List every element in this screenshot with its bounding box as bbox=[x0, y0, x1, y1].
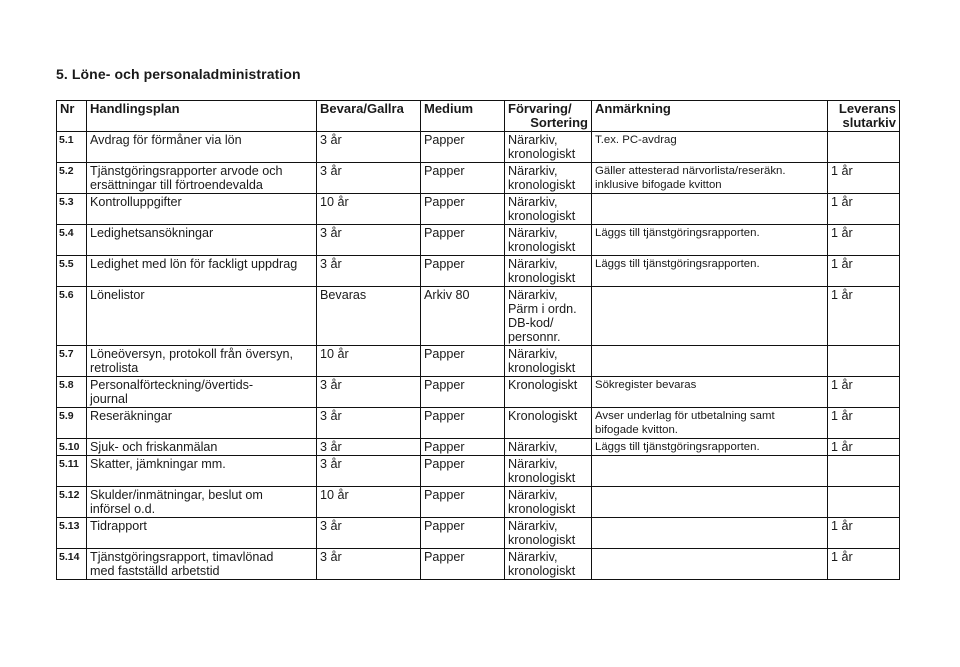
row-forvaring-line: Närarkiv, bbox=[508, 164, 558, 178]
row-forvaring bbox=[505, 439, 592, 456]
table-row bbox=[57, 377, 900, 408]
row-forvaring bbox=[505, 287, 592, 346]
row-anmarkning-line: Läggs till tjänstgöringsrapporten. bbox=[595, 227, 760, 239]
row-forvaring-line: Närarkiv, bbox=[508, 519, 558, 533]
row-leverans bbox=[828, 132, 900, 163]
row-forvaring bbox=[505, 346, 592, 377]
row-medium: Papper bbox=[421, 194, 505, 225]
row-anmarkning bbox=[592, 439, 828, 456]
row-forvaring-line: Kronologiskt bbox=[508, 378, 578, 392]
table-row bbox=[57, 408, 900, 439]
row-medium: Papper bbox=[421, 163, 505, 194]
row-anmarkning-line: bifogade kvitton. bbox=[595, 424, 678, 436]
row-anmarkning-line: Sökregister bevaras bbox=[595, 379, 697, 391]
header-handlingsplan: Handlingsplan bbox=[87, 101, 317, 132]
row-handlingsplan-line: Reseräkningar bbox=[90, 409, 172, 423]
row-forvaring-line: DB-kod/ bbox=[508, 316, 554, 330]
row-leverans: 1 år bbox=[828, 225, 900, 256]
row-anmarkning bbox=[592, 549, 828, 580]
row-bevara-gallra: 10 år bbox=[317, 346, 421, 377]
header-leverans bbox=[828, 101, 900, 132]
table-row bbox=[57, 225, 900, 256]
header-anmarkning: Anmärkning bbox=[592, 101, 828, 132]
row-forvaring-line: Närarkiv, bbox=[508, 457, 558, 471]
row-handlingsplan-line: Lönelistor bbox=[90, 288, 145, 302]
header-leverans-line1: Leverans bbox=[838, 101, 896, 116]
row-anmarkning bbox=[592, 408, 828, 439]
row-leverans bbox=[828, 346, 900, 377]
row-nr: 5.4 bbox=[57, 225, 87, 256]
row-anmarkning bbox=[592, 256, 828, 287]
row-medium: Arkiv 80 bbox=[421, 287, 505, 346]
table-row bbox=[57, 487, 900, 518]
row-forvaring-line: Närarkiv, bbox=[508, 488, 558, 502]
row-handlingsplan bbox=[87, 346, 317, 377]
row-nr: 5.12 bbox=[57, 487, 87, 518]
row-leverans: 1 år bbox=[828, 163, 900, 194]
row-bevara-gallra: 3 år bbox=[317, 518, 421, 549]
row-forvaring-line: kronologiskt bbox=[508, 564, 576, 578]
row-medium: Papper bbox=[421, 346, 505, 377]
row-anmarkning-line: Gäller attesterad närvorlista/reseräkn. bbox=[595, 165, 786, 177]
row-handlingsplan-line: Sjuk- och friskanmälan bbox=[90, 440, 218, 454]
header-forvaring bbox=[505, 101, 592, 132]
header-leverans-line2: slutarkiv bbox=[842, 115, 896, 130]
row-handlingsplan-line: införsel o.d. bbox=[90, 502, 156, 516]
row-nr: 5.3 bbox=[57, 194, 87, 225]
row-forvaring-line: Pärm i ordn. bbox=[508, 302, 577, 316]
row-handlingsplan-line: Löneöversyn, protokoll från översyn, bbox=[90, 347, 294, 361]
row-medium: Papper bbox=[421, 518, 505, 549]
row-anmarkning-line: Avser underlag för utbetalning samt bbox=[595, 410, 775, 422]
row-leverans: 1 år bbox=[828, 377, 900, 408]
row-handlingsplan-line: Avdrag för förmåner via lön bbox=[90, 133, 242, 147]
header-nr: Nr bbox=[57, 101, 87, 132]
row-handlingsplan bbox=[87, 132, 317, 163]
row-handlingsplan bbox=[87, 456, 317, 487]
row-handlingsplan-line: journal bbox=[90, 392, 128, 406]
row-handlingsplan-line: Tjänstgöringsrapport, timavlönad bbox=[90, 550, 274, 564]
row-forvaring bbox=[505, 132, 592, 163]
row-forvaring-line: Närarkiv, bbox=[508, 288, 558, 302]
row-leverans: 1 år bbox=[828, 194, 900, 225]
row-nr: 5.14 bbox=[57, 549, 87, 580]
row-medium: Papper bbox=[421, 225, 505, 256]
row-forvaring-line: Närarkiv, bbox=[508, 347, 558, 361]
row-handlingsplan-line: Skatter, jämkningar mm. bbox=[90, 457, 226, 471]
row-forvaring-line: Närarkiv, bbox=[508, 550, 558, 564]
row-nr: 5.1 bbox=[57, 132, 87, 163]
row-leverans: 1 år bbox=[828, 287, 900, 346]
row-anmarkning bbox=[592, 225, 828, 256]
row-forvaring bbox=[505, 549, 592, 580]
row-handlingsplan-line: Skulder/inmätningar, beslut om bbox=[90, 488, 263, 502]
row-bevara-gallra: 3 år bbox=[317, 408, 421, 439]
table-header-row bbox=[57, 101, 900, 132]
row-forvaring-line: kronologiskt bbox=[508, 240, 576, 254]
row-nr: 5.2 bbox=[57, 163, 87, 194]
page-title: 5. Löne- och personaladministration bbox=[56, 66, 301, 82]
row-forvaring-line: kronologiskt bbox=[508, 178, 576, 192]
row-leverans bbox=[828, 456, 900, 487]
row-handlingsplan-line: Tidrapport bbox=[90, 519, 147, 533]
row-forvaring-line: personnr. bbox=[508, 330, 561, 344]
row-anmarkning bbox=[592, 194, 828, 225]
row-handlingsplan bbox=[87, 408, 317, 439]
row-medium: Papper bbox=[421, 132, 505, 163]
row-leverans bbox=[828, 487, 900, 518]
table-row bbox=[57, 549, 900, 580]
row-forvaring-line: kronologiskt bbox=[508, 361, 576, 375]
row-nr: 5.9 bbox=[57, 408, 87, 439]
row-nr: 5.5 bbox=[57, 256, 87, 287]
row-anmarkning bbox=[592, 132, 828, 163]
row-anmarkning-line: T.ex. PC-avdrag bbox=[595, 134, 677, 146]
row-forvaring-line: Närarkiv, bbox=[508, 133, 558, 147]
table-row bbox=[57, 439, 900, 456]
row-forvaring-line: Närarkiv, bbox=[508, 440, 558, 454]
row-medium: Papper bbox=[421, 549, 505, 580]
table-row bbox=[57, 256, 900, 287]
row-bevara-gallra: Bevaras bbox=[317, 287, 421, 346]
row-nr: 5.6 bbox=[57, 287, 87, 346]
row-bevara-gallra: 3 år bbox=[317, 163, 421, 194]
row-bevara-gallra: 3 år bbox=[317, 256, 421, 287]
row-anmarkning bbox=[592, 287, 828, 346]
row-handlingsplan bbox=[87, 377, 317, 408]
row-forvaring bbox=[505, 256, 592, 287]
row-nr: 5.11 bbox=[57, 456, 87, 487]
row-handlingsplan bbox=[87, 194, 317, 225]
row-forvaring-line: Närarkiv, bbox=[508, 226, 558, 240]
row-bevara-gallra: 10 år bbox=[317, 487, 421, 518]
row-handlingsplan-line: ersättningar till förtroendevalda bbox=[90, 178, 263, 192]
row-bevara-gallra: 3 år bbox=[317, 132, 421, 163]
row-handlingsplan bbox=[87, 439, 317, 456]
row-anmarkning bbox=[592, 346, 828, 377]
row-handlingsplan bbox=[87, 518, 317, 549]
row-anmarkning bbox=[592, 163, 828, 194]
row-leverans: 1 år bbox=[828, 408, 900, 439]
row-bevara-gallra: 3 år bbox=[317, 549, 421, 580]
row-forvaring-line: kronologiskt bbox=[508, 502, 576, 516]
row-forvaring-line: kronologiskt bbox=[508, 209, 576, 223]
row-anmarkning-line: Läggs till tjänstgöringsrapporten. bbox=[595, 258, 760, 270]
row-bevara-gallra: 3 år bbox=[317, 456, 421, 487]
row-handlingsplan-line: Ledighetsansökningar bbox=[90, 226, 214, 240]
row-bevara-gallra: 3 år bbox=[317, 377, 421, 408]
row-nr: 5.13 bbox=[57, 518, 87, 549]
header-bevara-gallra: Bevara/Gallra bbox=[317, 101, 421, 132]
row-anmarkning-line: inklusive bifogade kvitton bbox=[595, 179, 722, 191]
row-bevara-gallra: 3 år bbox=[317, 225, 421, 256]
row-nr: 5.8 bbox=[57, 377, 87, 408]
header-forvaring-line2: Sortering bbox=[530, 115, 588, 130]
row-handlingsplan-line: retrolista bbox=[90, 361, 139, 375]
row-handlingsplan-line: Kontrolluppgifter bbox=[90, 195, 182, 209]
row-bevara-gallra: 3 år bbox=[317, 439, 421, 456]
row-forvaring-line: kronologiskt bbox=[508, 533, 576, 547]
row-forvaring-line: Närarkiv, bbox=[508, 195, 558, 209]
row-anmarkning-line: Läggs till tjänstgöringsrapporten. bbox=[595, 441, 760, 453]
row-forvaring bbox=[505, 408, 592, 439]
row-handlingsplan bbox=[87, 487, 317, 518]
row-forvaring-line: kronologiskt bbox=[508, 471, 576, 485]
row-forvaring-line: Kronologiskt bbox=[508, 409, 578, 423]
row-bevara-gallra: 10 år bbox=[317, 194, 421, 225]
row-forvaring bbox=[505, 194, 592, 225]
row-medium: Papper bbox=[421, 487, 505, 518]
row-handlingsplan bbox=[87, 163, 317, 194]
row-anmarkning bbox=[592, 487, 828, 518]
table-row bbox=[57, 132, 900, 163]
row-handlingsplan-line: Tjänstgöringsrapporter arvode och bbox=[90, 164, 283, 178]
row-handlingsplan bbox=[87, 225, 317, 256]
row-nr: 5.7 bbox=[57, 346, 87, 377]
row-handlingsplan bbox=[87, 549, 317, 580]
row-leverans: 1 år bbox=[828, 549, 900, 580]
row-forvaring bbox=[505, 518, 592, 549]
row-medium: Papper bbox=[421, 377, 505, 408]
row-medium: Papper bbox=[421, 256, 505, 287]
row-anmarkning bbox=[592, 456, 828, 487]
row-forvaring bbox=[505, 456, 592, 487]
row-forvaring bbox=[505, 163, 592, 194]
table-row bbox=[57, 456, 900, 487]
table-row bbox=[57, 163, 900, 194]
row-nr: 5.10 bbox=[57, 439, 87, 456]
header-forvaring-line1: Förvaring/ bbox=[508, 101, 572, 116]
table-row bbox=[57, 194, 900, 225]
row-forvaring-line: kronologiskt bbox=[508, 147, 576, 161]
row-forvaring bbox=[505, 377, 592, 408]
row-anmarkning bbox=[592, 518, 828, 549]
row-handlingsplan-line: med fastställd arbetstid bbox=[90, 564, 220, 578]
row-forvaring-line: kronologiskt bbox=[508, 271, 576, 285]
row-medium: Papper bbox=[421, 456, 505, 487]
retention-table bbox=[56, 100, 900, 580]
table-row bbox=[57, 346, 900, 377]
row-handlingsplan bbox=[87, 287, 317, 346]
table-row bbox=[57, 287, 900, 346]
row-medium: Papper bbox=[421, 439, 505, 456]
row-handlingsplan-line: Ledighet med lön för fackligt uppdrag bbox=[90, 257, 298, 271]
row-anmarkning bbox=[592, 377, 828, 408]
row-forvaring bbox=[505, 225, 592, 256]
row-leverans: 1 år bbox=[828, 256, 900, 287]
row-handlingsplan-line: Personalförteckning/övertids- bbox=[90, 378, 254, 392]
row-forvaring bbox=[505, 487, 592, 518]
table-row bbox=[57, 518, 900, 549]
header-medium: Medium bbox=[421, 101, 505, 132]
row-forvaring-line: Närarkiv, bbox=[508, 257, 558, 271]
row-leverans: 1 år bbox=[828, 518, 900, 549]
row-medium: Papper bbox=[421, 408, 505, 439]
row-leverans: 1 år bbox=[828, 439, 900, 456]
row-handlingsplan bbox=[87, 256, 317, 287]
